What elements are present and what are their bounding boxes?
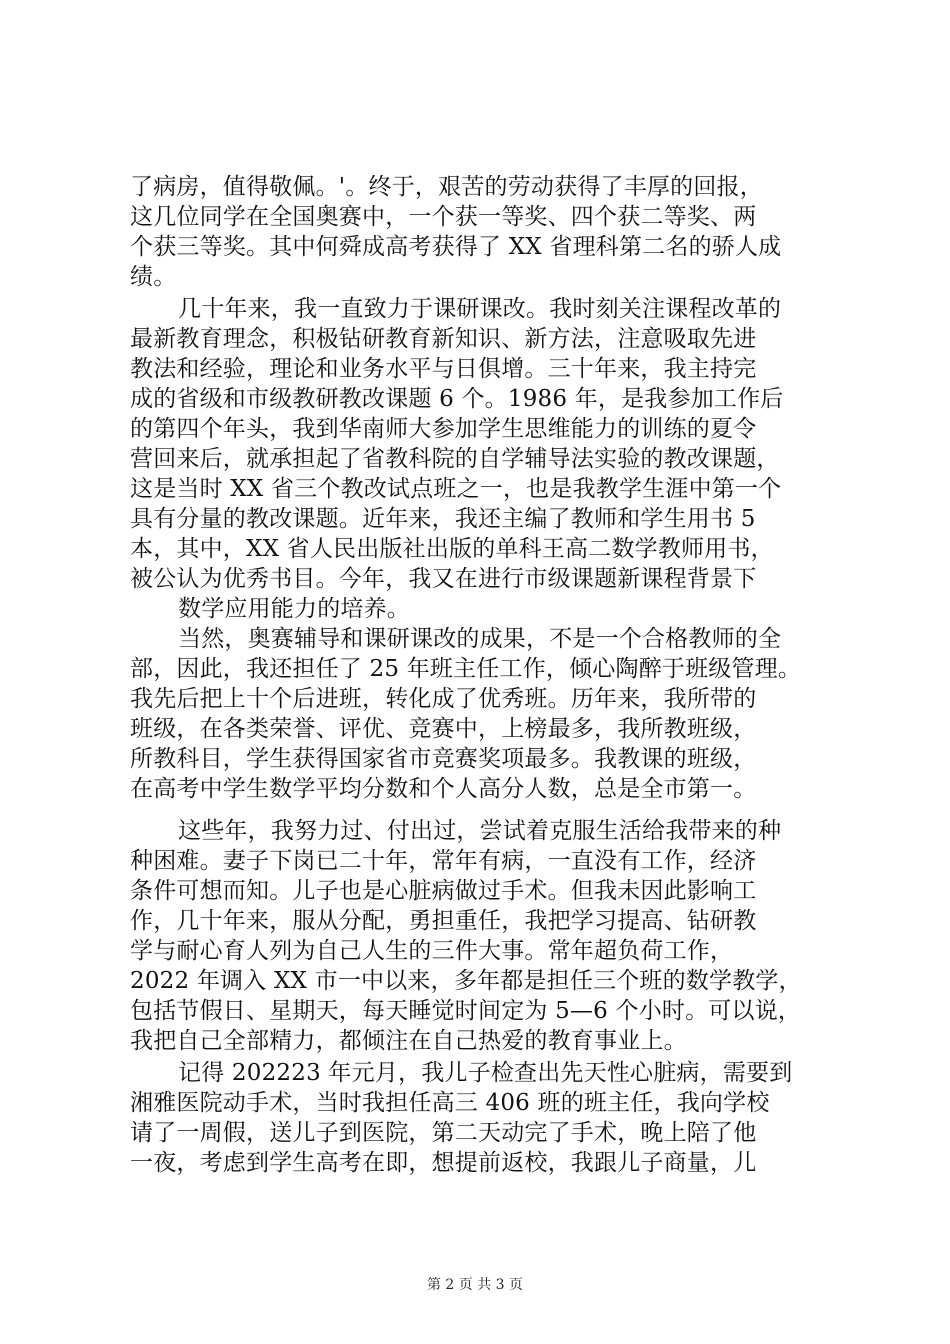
text-line: 这是当时 XX 省三个教改试点班之一，也是我教学生涯中第一个	[130, 476, 782, 502]
text-line: 部，因此，我还担任了 25 年班主任工作，倾心陶醉于班级管理。	[130, 656, 802, 682]
text-line: 成的省级和市级教研教改课题 6 个。1986 年，是我参加工作后	[130, 386, 784, 412]
text-line: 具有分量的教改课题。近年来，我还主编了教师和学生用书 5	[130, 506, 756, 532]
text-line: 在高考中学生数学平均分数和个人高分人数，总是全市第一。	[130, 776, 757, 802]
text-line: 一夜，考虑到学生高考在即，想提前返校，我跟儿子商量，儿	[130, 1150, 757, 1176]
text-line: 种困难。妻子下岗已二十年，常年有病，一直没有工作，经济	[130, 848, 757, 874]
text-line: 被公认为优秀书目。今年，我又在进行市级课题新课程背景下	[130, 566, 757, 592]
text-line: 营回来后，就承担起了省教科院的自学辅导法实验的教改课题，	[130, 446, 780, 472]
text-line: 教法和经验，理论和业务水平与日俱增。三十年来，我主持完	[130, 356, 757, 382]
text-line: 我把自己全部精力，都倾注在自己热爱的教育事业上。	[130, 1028, 687, 1054]
text-line: 个获三等奖。其中何舜成高考获得了 XX 省理科第二名的骄人成	[130, 234, 782, 260]
text-line: 所教科目，学生获得国家省市竞赛奖项最多。我教课的班级，	[130, 746, 757, 772]
text-line: 请了一周假，送儿子到医院，第二天动完了手术，晚上陪了他	[130, 1120, 757, 1146]
paragraph-first-line: 这些年，我努力过、付出过，尝试着克服生活给我带来的种	[178, 818, 782, 844]
paragraph-first-line: 记得 202223 年元月，我儿子检查出先天性心脏病，需要到	[178, 1060, 793, 1086]
text-line: 了病房，值得敬佩。'。终于，艰苦的劳动获得了丰厚的回报，	[130, 174, 763, 200]
text-line: 这几位同学在全国奥赛中，一个获一等奖、四个获二等奖、两	[130, 204, 757, 230]
paragraph-first-line: 当然，奥赛辅导和课研课改的成果，不是一个合格教师的全	[178, 626, 782, 652]
text-line: 班级，在各类荣誉、评优、竞赛中，上榜最多，我所教班级，	[130, 716, 757, 742]
text-line: 的第四个年头，我到华南师大参加学生思维能力的训练的夏令	[130, 416, 757, 442]
page-footer: 第 2 页 共 3 页	[426, 1277, 524, 1293]
text-line: 学与耐心育人列为自己人生的三件大事。常年超负荷工作，	[130, 938, 734, 964]
text-line: 作，几十年来，服从分配，勇担重任，我把学习提高、钻研教	[130, 908, 757, 934]
text-line: 数学应用能力的培养。	[178, 596, 410, 622]
text-line: 包括节假日、星期天，每天睡觉时间定为 5—6 个小时。可以说，	[130, 998, 802, 1024]
text-line: 湘雅医院动手术，当时我担任高三 406 班的班主任，我向学校	[130, 1090, 770, 1116]
text-line: 2022 年调入 XX 市一中以来，多年都是担任三个班的数学教学，	[130, 968, 802, 994]
text-line: 本，其中，XX 省人民出版社出版的单科王高二数学教师用书，	[130, 536, 774, 562]
paragraph-first-line: 几十年来，我一直致力于课研课改。我时刻关注课程改革的	[178, 296, 782, 322]
text-line: 我先后把上十个后进班，转化成了优秀班。历年来，我所带的	[130, 686, 757, 712]
text-line: 最新教育理念，积极钻研教育新知识、新方法，注意吸取先进	[130, 326, 757, 352]
text-line: 条件可想而知。儿子也是心脏病做过手术。但我未因此影响工	[130, 878, 757, 904]
text-line: 绩。	[130, 264, 177, 290]
